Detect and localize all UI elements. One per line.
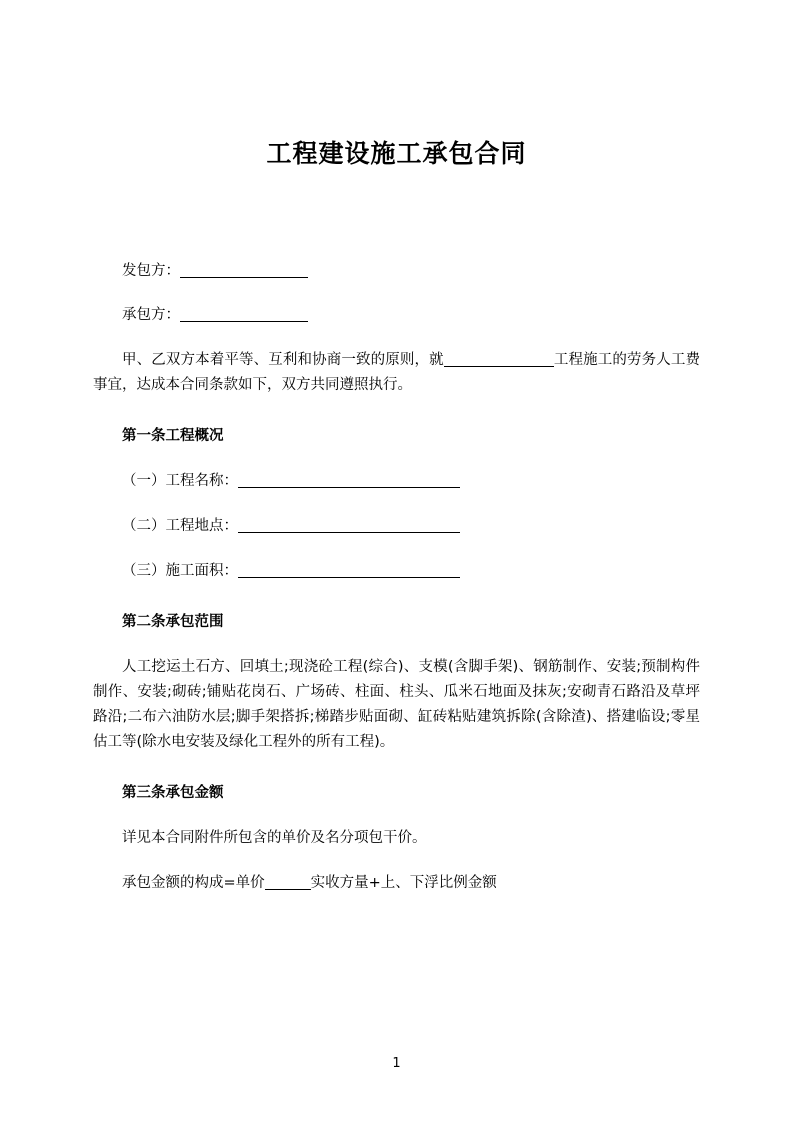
section1-item-3 bbox=[93, 559, 700, 584]
section-heading-1: 第一条工程概况 bbox=[122, 428, 224, 445]
preamble-paragraph bbox=[93, 348, 700, 398]
party-blank-contractor[interactable] bbox=[180, 321, 308, 322]
document-body bbox=[93, 171, 700, 896]
document-content bbox=[93, 0, 700, 916]
section1-item-1-label: （一）工程名称： bbox=[122, 473, 238, 490]
section1-item-2-blank[interactable] bbox=[238, 532, 460, 533]
party-line-contractor bbox=[93, 303, 700, 328]
page-title: 工程建设施工承包合同 bbox=[266, 139, 527, 168]
page-number: 1 bbox=[392, 1056, 401, 1071]
preamble-text-after: 工程施工的劳务人工费事宜，达成本合同条款如下，双方共同遵照执行。 bbox=[93, 352, 700, 394]
section1-item-2-label: （二）工程地点： bbox=[122, 518, 238, 535]
section1-item-2 bbox=[93, 514, 700, 539]
section1-item-3-blank[interactable] bbox=[238, 577, 460, 578]
section-heading-3: 第三条承包金额 bbox=[122, 784, 224, 801]
preamble-text-before: 甲、乙双方本着平等、互利和协商一致的原则，就 bbox=[122, 352, 444, 369]
preamble-blank[interactable] bbox=[444, 366, 554, 367]
section3-formula-after: 实收方量+上、下浮比例金额 bbox=[310, 874, 497, 891]
section1-item-1-blank[interactable] bbox=[238, 487, 460, 488]
party-blank-employer[interactable] bbox=[180, 277, 308, 278]
party-label-contractor: 承包方： bbox=[122, 307, 180, 324]
section3-formula-before: 承包金额的构成=单价 bbox=[122, 874, 265, 891]
section-heading-2: 第二条承包范围 bbox=[122, 614, 224, 630]
section1-item-1 bbox=[93, 469, 700, 494]
party-label-employer: 发包方： bbox=[122, 262, 180, 279]
section1-item-3-label: （三）施工面积： bbox=[122, 563, 238, 580]
section3-formula-blank[interactable] bbox=[265, 889, 311, 890]
section3-formula bbox=[93, 871, 700, 896]
party-line-employer bbox=[93, 259, 700, 284]
section2-body: 人工挖运土石方、回填土;现浇砼工程(综合)、支模(含脚手架)、钢筋制作、安装;预制构件制作、安装;砌砖;铺贴花岗石、广场砖、柱面、柱头、瓜米石地面及抹灰;安砌青石路沿及草坪路沿;二布六油防水层;脚手架搭拆;梯踏步贴面砌、缸砖粘贴建筑拆除(含除渣)、搭建临设;零星估工等(除水电安装及绿化工程外的所有工程)。 bbox=[93, 658, 700, 750]
section3-paragraph-1: 详见本合同附件所包含的单价及名分项包干价。 bbox=[122, 829, 427, 846]
